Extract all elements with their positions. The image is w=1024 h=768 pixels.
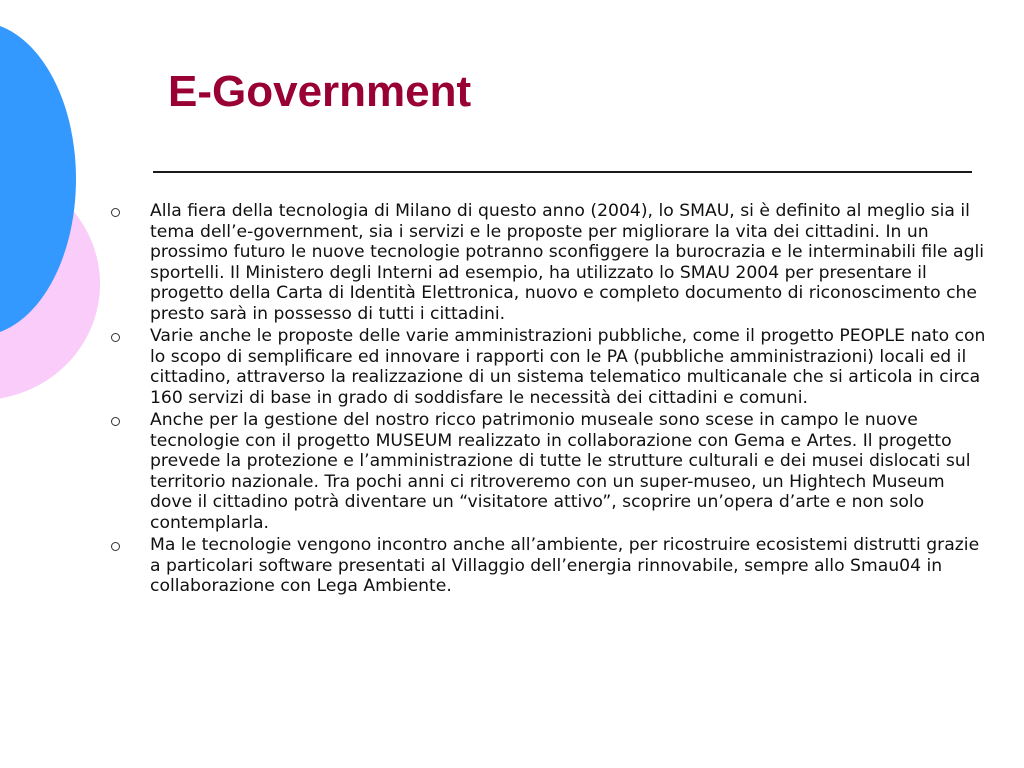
- bullet-text: Varie anche le proposte delle varie amministrazioni pubbliche, come il progetto PEOPLE nato con lo scopo di semplificare ed innovare i rapporti con le PA (pubbliche amministrazioni) locali ed il cittadino, attraverso la realizzazione di un sistema telematico multicanale che si articola in circa 160 servizi di base in grado di soddisfare le necessità dei cittadini e comuni.: [150, 326, 986, 408]
- bullet-list: [108, 201, 988, 599]
- bullet-circle-icon: [111, 208, 120, 217]
- slide-title: E-Government: [168, 67, 472, 116]
- bullet-item: [108, 410, 988, 533]
- bullet-item: [108, 535, 988, 597]
- bullet-text: Anche per la gestione del nostro ricco patrimonio museale sono scese in campo le nuove tecnologie con il progetto MUSEUM realizzato in collaborazione con Gema e Artes. Il progetto prevede la protezione e l’amministrazione di tutte le strutture culturali e dei musei dislocati sul territorio nazionale. Tra pochi anni ci ritroveremo con un super-museo, un Hightech Museum dove il cittadino potrà diventare un “visitatore attivo”, scoprire un’opera d’arte e non solo contemplarla.: [150, 410, 971, 533]
- bullet-text: Alla fiera della tecnologia di Milano di questo anno (2004), lo SMAU, si è definito al meglio sia il tema dell’e-government, sia i servizi e le proposte per migliorare la vita dei cittadini. In un prossimo futuro le nuove tecnologie potranno sconfiggere la burocrazia e le interminabili file agli sportelli. Il Ministero degli Interni ad esempio, ha utilizzato lo SMAU 2004 per presentare il progetto della Carta di Identità Elettronica, nuovo e completo documento di riconoscimento che presto sarà in possesso di tutti i cittadini.: [150, 201, 985, 324]
- bullet-item: [108, 201, 988, 324]
- title-divider: [153, 171, 972, 173]
- bullet-circle-icon: [111, 417, 120, 426]
- bullet-circle-icon: [111, 333, 120, 342]
- bullet-circle-icon: [111, 542, 120, 551]
- bullet-text: Ma le tecnologie vengono incontro anche all’ambiente, per ricostruire ecosistemi distrutti grazie a particolari software presentati al Villaggio dell’energia rinnovabile, sempre allo Smau04 in collaborazione con Lega Ambiente.: [150, 535, 980, 596]
- bullet-item: [108, 326, 988, 408]
